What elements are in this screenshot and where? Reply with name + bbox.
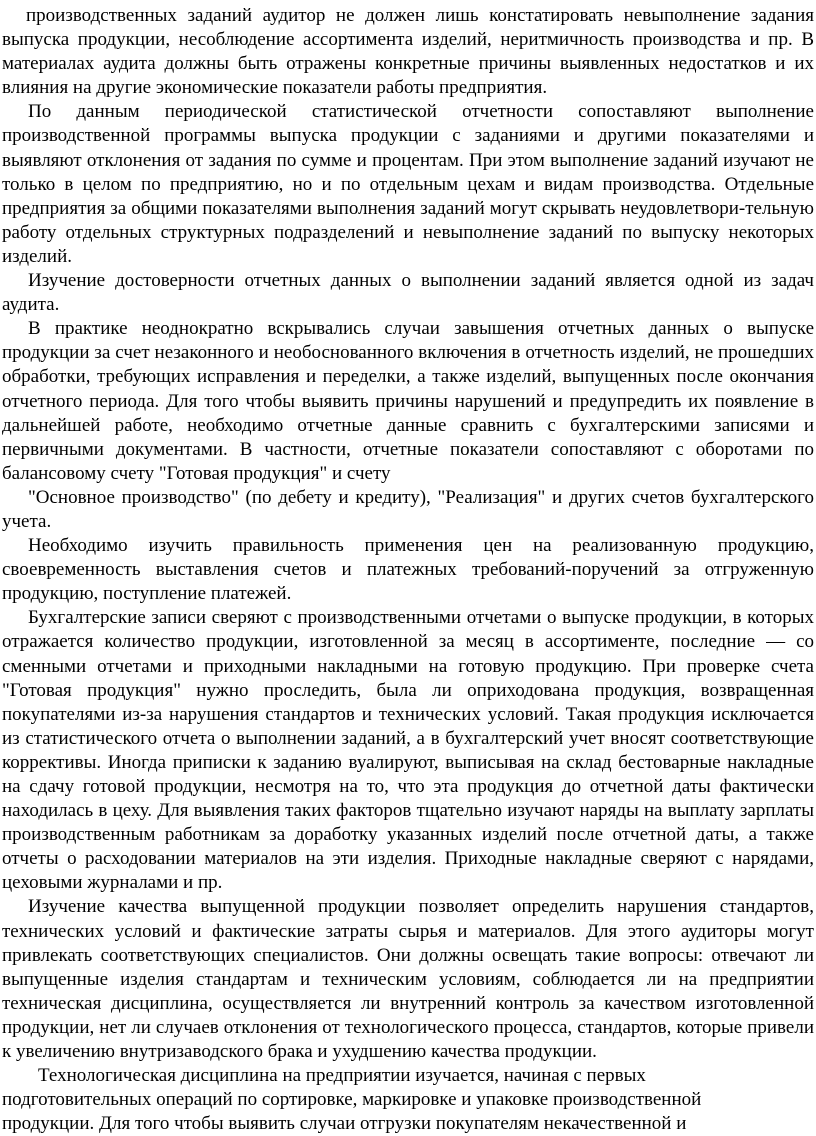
paragraph: Технологическая дисциплина на предприятии изучается, начиная с первых подготовительных операций по сортировке, маркировке и упаковке производственной продукции. Для того чтобы выявить случаи отгрузки покупателям некачественной и [2, 1065, 702, 1135]
paragraph: производственных заданий аудитор не должен лишь констатировать невыполнение задания выпуска продукции, несоблюдение ассортимента изделий, неритмичность производства и пр. В материалах аудита должны быть отражены конкретные причины выявленных недостатков и их влияния на другие экономические показатели работы предприятия. [2, 5, 814, 99]
paragraph: Изучение качества выпущенной продукции позволяет определить нарушения стандартов, технических условий и фактические затраты сырья и материалов. Для этого аудиторы могут привлекать соответствующих специалистов. Они должны освещать такие вопросы: отвечают ли выпущенные изделия стандартам и техническим условиям, соблюдается ли на предприятии техническая дисциплина, осуществляется ли внутренний контроль за качеством изготовленной продукции, нет ли случаев отклонения от технологического процесса, стандартов, которые привели к увеличению внутризаводского брака и ухудшению качества продукции. [2, 896, 814, 1063]
paragraph: По данным периодической статистической отчетности сопоставляют выполнение производственной программы выпуска продукции с заданиями и другими показателями и выявляют отклонения от задания по сумме и процентам. При этом выполнение заданий изучают не только в целом по предприятию, но и по отдельным цехам и видам производства. Отдельные предприятия за общими показателями выполнения заданий могут скрывать неудовлетвори-тельную работу отдельных структурных подразделений и невыполнение заданий по выпуску некоторых изделий. [2, 101, 814, 267]
document-body [2, 4, 814, 1136]
paragraph: Изучение достоверности отчетных данных о выполнении заданий является одной из задач аудита. [2, 270, 814, 316]
paragraph: В практике неоднократно вскрывались случаи завышения отчетных данных о выпуске продукции за счет незаконного и необоснованного включения в отчетность изделий, не прошедших обработки, требующих исправления и переделки, а также изделий, выпущенных после окончания отчетного периода. Для того чтобы выявить причины нарушений и предупредить их появление в дальнейшей работе, необходимо отчетные данные сравнить с бухгалтерскими записями и первичными документами. В частности, отчетные показатели сопоставляют с оборотами по балансовому счету "Готовая продукция" и счету [2, 318, 814, 484]
paragraph: Необходимо изучить правильность применения цен на реализованную продукцию, своевременность выставления счетов и платежных требований-поручений за отгруженную продукцию, поступление платежей. [2, 535, 814, 605]
paragraph: Бухгалтерские записи сверяют с производственными отчетами о выпуске продукции, в которых отражается количество продукции, изготовленной за месяц в ассортименте, последние — со сменными отчетами и приходными накладными на готовую продукцию. При проверке счета "Готовая продукция" нужно проследить, была ли оприходована продукция, возвращенная покупателями из-за нарушения стандартов и технических условий. Такая продукция исключается из статистического отчета о выполнении заданий, а в бухгалтерский учет вносят соответствующие коррективы. Иногда приписки к заданию вуалируют, выписывая на склад бестоварные накладные на сдачу готовой продукции, несмотря на то, что эта продукция до отчетной даты фактически находилась в цеху. Для выявления таких факторов тщательно изучают наряды на выплату зарплаты производственным работникам за доработку указанных изделий после отчетной даты, а также отчеты о расходовании материалов на эти изделия. Приходные накладные сверяют с нарядами, цеховыми журналами и пр. [2, 607, 814, 894]
paragraph: "Основное производство" (по дебету и кредиту), "Реализация" и других счетов бухгалтерского учета. [2, 486, 814, 532]
